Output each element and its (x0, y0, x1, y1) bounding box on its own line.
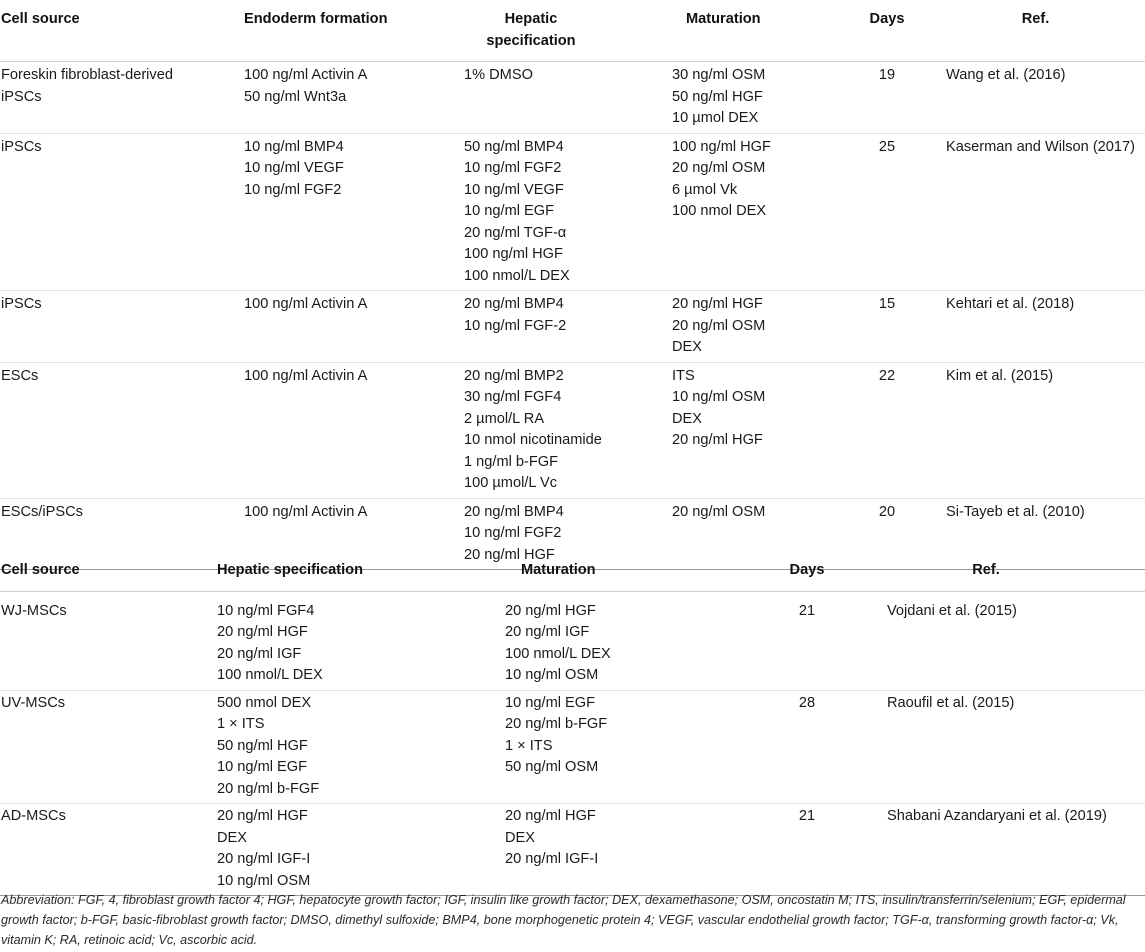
cell-source (0, 62, 244, 134)
header-cell-source: Cell source (1, 562, 80, 578)
reference: Raoufil et al. (2015) (887, 694, 1015, 711)
hepatic-specification (217, 804, 505, 896)
hepatic-specification-line: 100 µmol/L Vc (464, 475, 558, 491)
reference: Shabani Azandaryani et al. (2019) (887, 808, 1107, 824)
hepatic-specification-line: 20 ng/ml BMP2 (464, 367, 564, 384)
hepatic-specification (464, 133, 672, 291)
maturation (672, 133, 828, 291)
reference: Kaserman and Wilson (2017) (946, 138, 1135, 155)
endoderm-formation-line: 100 ng/ml Activin A (244, 367, 368, 384)
endoderm-formation-line: 10 ng/ml BMP4 (244, 138, 344, 155)
table-row (0, 62, 1145, 134)
maturation-line: 30 ng/ml OSM (672, 67, 766, 83)
cell-source-line: ESCs/iPSCs (1, 503, 83, 520)
days: 20 (878, 503, 896, 520)
days: 21 (798, 602, 816, 619)
header-maturation: Maturation (686, 11, 761, 27)
hepatic-specification-line: 10 ng/ml FGF-2 (464, 317, 567, 334)
days: 22 (878, 367, 896, 384)
hepatic-specification-line: 20 ng/ml BMP4 (464, 503, 564, 520)
endoderm-formation-line: 10 ng/ml VEGF (244, 160, 344, 176)
cell-source (0, 362, 244, 498)
hepatic-specification (464, 291, 672, 363)
table-row (0, 591, 1145, 690)
abbreviation-footnote: Abbreviation: FGF, 4, fibroblast growth factor 4; HGF, hepatocyte growth factor; IGF, insulin like growth factor; DEX, dexamethasone; OSM, oncostatin M; ITS, insulin/transferrin/selenium; EGF, epidermal growth factor; b-FGF, basic-fibroblast growth factor; DMSO, dimethyl sulfoxide; BMP4, bone morphogenetic protein 4; VEGF, vascular endothelial growth factor; TGF-α, transforming growth factor-α; Vk, vitamin K; RA, retinoic acid; Vc, ascorbic acid. (1, 893, 1126, 947)
cell-source-line: iPSCs (1, 138, 42, 155)
reference: Si-Tayeb et al. (2010) (946, 503, 1085, 520)
hepatic-specification (464, 362, 672, 498)
hepatic-specification-line: 10 ng/ml EGF (464, 203, 555, 219)
hepatic-specification-line: 1% DMSO (464, 67, 533, 83)
endoderm-formation (244, 291, 464, 363)
maturation-line: 20 ng/ml OSM (672, 503, 766, 520)
table-row (0, 690, 1145, 804)
hepatic-specification-line: 50 ng/ml BMP4 (464, 138, 564, 155)
hepatic-specification-line: 100 nmol/L DEX (464, 267, 570, 284)
maturation (672, 291, 828, 363)
header-ref: Ref. (1021, 11, 1050, 27)
maturation (505, 591, 727, 690)
cell-source-line: UV-MSCs (1, 694, 66, 711)
maturation (672, 62, 828, 134)
endoderm-formation-line: 10 ng/ml FGF2 (244, 181, 342, 198)
cell-source (0, 291, 244, 363)
endoderm-formation (244, 62, 464, 134)
maturation (505, 804, 727, 896)
hepatic-specification-line: 500 nmol DEX (217, 694, 312, 711)
hepatic-specification-line: DEX (217, 829, 248, 846)
hepatic-specification-line: 1 ng/ml b-FGF (464, 453, 559, 470)
maturation-line: 10 µmol DEX (672, 110, 759, 126)
reference: Kim et al. (2015) (946, 367, 1054, 384)
hepatic-specification-line: 50 ng/ml HGF (217, 737, 308, 754)
header-days: Days (789, 562, 825, 578)
header-ref: Ref. (972, 562, 1000, 578)
cell-source-line: iPSCs (1, 88, 42, 105)
reference: Wang et al. (2016) (946, 67, 1066, 83)
maturation (672, 362, 828, 498)
hepatic-specification (464, 62, 672, 134)
reference: Kehtari et al. (2018) (946, 296, 1075, 312)
maturation-line: 20 ng/ml OSM (672, 160, 766, 176)
endoderm-formation (244, 362, 464, 498)
cell-source (0, 591, 217, 690)
days: 28 (798, 694, 816, 711)
maturation-line: ITS (672, 367, 695, 384)
endoderm-formation-line: 100 ng/ml Activin A (244, 67, 368, 83)
maturation-line: 100 nmol DEX (672, 203, 767, 219)
hepatic-specification (217, 591, 505, 690)
maturation-line: 50 ng/ml OSM (505, 759, 599, 775)
endoderm-formation-line: 100 ng/ml Activin A (244, 296, 368, 312)
header-hepatic-specification: Hepatic specification (217, 562, 363, 578)
maturation-line: 20 ng/ml HGF (505, 602, 596, 619)
endoderm-formation (244, 133, 464, 291)
cell-source (0, 133, 244, 291)
hepatic-specification-line: 20 ng/ml BMP4 (464, 296, 564, 312)
hepatic-specification-line: 10 ng/ml VEGF (464, 181, 564, 198)
table-row (0, 291, 1145, 363)
hepatic-specification-line: 100 ng/ml HGF (464, 246, 563, 262)
hepatic-specification-line: 20 ng/ml TGF-α (464, 224, 567, 241)
maturation-line: 10 ng/ml OSM (505, 667, 599, 683)
maturation-line: 1 × ITS (505, 737, 553, 754)
table-row (0, 362, 1145, 498)
msc-protocol-table (0, 551, 1145, 896)
header-hepatic-line2: specification (486, 32, 576, 49)
endoderm-formation-line: 100 ng/ml Activin A (244, 503, 368, 520)
maturation-line: 100 nmol/L DEX (505, 645, 611, 662)
hepatic-specification (217, 690, 505, 804)
hepatic-specification-line: 10 ng/ml FGF2 (464, 160, 562, 176)
cell-source-line: ESCs (1, 367, 39, 384)
hepatic-specification-line: 10 ng/ml FGF2 (464, 525, 562, 541)
maturation-line: 20 ng/ml HGF (672, 432, 763, 448)
header-hepatic-specification (464, 0, 672, 62)
cell-source (0, 690, 217, 804)
maturation-line: 20 ng/ml HGF (672, 296, 763, 312)
table-row (0, 804, 1145, 896)
maturation-line: 20 ng/ml HGF (505, 808, 596, 824)
hepatic-specification-line: 10 ng/ml OSM (217, 872, 311, 889)
table1-header-row (0, 0, 1145, 62)
hepatic-specification-line: 100 nmol/L DEX (217, 667, 323, 683)
hepatic-specification-line: 10 ng/ml FGF4 (217, 602, 315, 619)
hepatic-specification-line: 20 ng/ml HGF (217, 624, 308, 640)
hepatic-specification-line: 20 ng/ml IGF (217, 645, 302, 662)
maturation-line: DEX (505, 829, 536, 846)
cell-source-line: WJ-MSCs (1, 602, 67, 619)
hepatic-specification-line: 20 ng/ml b-FGF (217, 780, 320, 797)
maturation (505, 690, 727, 804)
days: 15 (878, 296, 896, 312)
hepatic-specification-line: 10 ng/ml EGF (217, 759, 308, 775)
table2-header-row (0, 551, 1145, 591)
maturation-line: 50 ng/ml HGF (672, 88, 763, 105)
maturation-line: DEX (672, 339, 703, 355)
hepatic-specification-line: 2 µmol/L RA (464, 410, 545, 427)
maturation-line: 20 ng/ml OSM (672, 317, 766, 334)
header-days: Days (869, 11, 905, 27)
cell-source-line: iPSCs (1, 296, 42, 312)
hepatic-specification-line: 30 ng/ml FGF4 (464, 389, 562, 405)
header-maturation: Maturation (521, 562, 596, 578)
endoderm-formation-line: 50 ng/ml Wnt3a (244, 88, 347, 105)
maturation-line: DEX (672, 410, 703, 427)
days: 19 (878, 67, 896, 83)
maturation-line: 6 µmol Vk (672, 181, 738, 198)
cell-source-line: Foreskin fibroblast-derived (1, 67, 173, 83)
maturation-line: 10 ng/ml OSM (672, 389, 766, 405)
maturation-line: 10 ng/ml EGF (505, 694, 596, 711)
cell-source (0, 804, 217, 896)
hepatic-specification-line: 10 nmol nicotinamide (464, 432, 602, 448)
maturation-line: 20 ng/ml b-FGF (505, 716, 608, 732)
header-endoderm-formation: Endoderm formation (244, 11, 388, 27)
hepatic-specification-line: 20 ng/ml IGF-I (217, 851, 311, 867)
days: 25 (878, 138, 896, 155)
reference: Vojdani et al. (2015) (887, 602, 1017, 619)
hepatic-specification-line: 20 ng/ml HGF (217, 808, 308, 824)
maturation-line: 20 ng/ml IGF (505, 624, 590, 640)
header-hepatic-line1: Hepatic (504, 11, 558, 27)
cell-source-line: AD-MSCs (1, 808, 66, 824)
hepatic-specification-line: 1 × ITS (217, 716, 265, 732)
header-cell-source: Cell source (1, 11, 80, 27)
table1-body (0, 62, 1145, 570)
maturation-line: 100 ng/ml HGF (672, 138, 771, 155)
table-row (0, 133, 1145, 291)
hepatic-specification-line: 20 ng/ml HGF (464, 546, 555, 563)
table2-body (0, 591, 1145, 896)
days: 21 (798, 808, 816, 824)
maturation-line: 20 ng/ml IGF-I (505, 851, 599, 867)
